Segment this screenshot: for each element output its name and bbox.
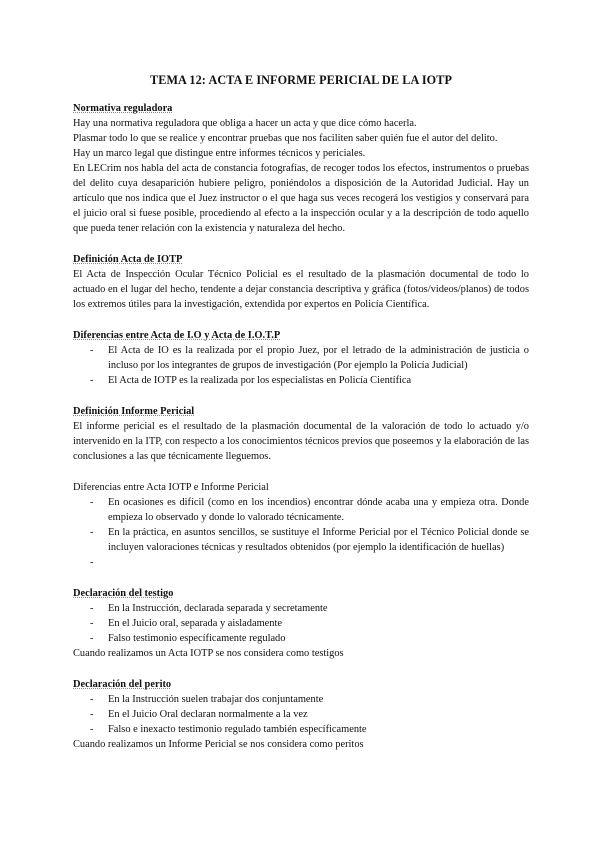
section-heading: Diferencias entre Acta de I.O y Acta de I.O.T.P xyxy=(73,330,281,341)
bullet-dash: - xyxy=(90,497,94,508)
document-page xyxy=(73,73,529,768)
bullet-dash: - xyxy=(90,633,94,644)
bullet-dash: - xyxy=(90,557,94,568)
bullet-dash: - xyxy=(90,694,94,705)
list-item-text: Falso e inexacto testimonio regulado también específicamente xyxy=(108,724,367,735)
bullet-dash: - xyxy=(90,618,94,629)
bullet-list xyxy=(73,495,529,570)
section-definicion-informe xyxy=(73,404,529,464)
list-item-text: En ocasiones es difícil (como en los incendios) encontrar dónde acaba una y empieza otra. Donde empieza lo observado y donde lo valorado técnicamente. xyxy=(108,497,529,523)
list-item-text xyxy=(108,557,111,568)
section-testigo xyxy=(73,586,529,661)
list-item xyxy=(73,616,529,631)
section-definicion-acta xyxy=(73,252,529,312)
bullet-dash: - xyxy=(90,603,94,614)
list-item xyxy=(73,373,529,388)
paragraph: El Acta de Inspección Ocular Técnico Policial es el resultado de la plasmación documental de todo lo actuado en el lugar del hecho, tendente a dejar constancia descriptiva y gráfica (fotos/videos/planos) de todos los extremos útiles para la investigación, extendida por expertos en Policía Científica. xyxy=(73,269,529,310)
list-item xyxy=(73,601,529,616)
list-item-text: El Acta de IOTP es la realizada por los especialistas en Policía Científica xyxy=(108,375,412,386)
paragraph: En LECrim nos habla del acta de constancia fotografías, de recoger todos los efectos, instrumentos o pruebas del delito cuya desaparición hubiere peligro, poniéndolos a disposición de la Autoridad Judicial. Hay un artículo que nos indica que el Juez instructor o el que haga sus veces recogerá los vestigios y conservará para el juicio oral si fuese posible, procediendo al efecto a la inspección ocular y a la descripción de todo aquello que pueda tener relación con la existencia y naturaleza del hecho. xyxy=(73,163,529,234)
section-heading: Normativa reguladora xyxy=(73,103,173,114)
bullet-dash: - xyxy=(90,527,94,538)
bullet-list xyxy=(73,601,529,646)
list-item-text: En la Instrucción, declarada separada y secretamente xyxy=(108,603,328,614)
bullet-dash: - xyxy=(90,375,94,386)
bullet-list xyxy=(73,343,529,388)
paragraph: Cuando realizamos un Acta IOTP se nos considera como testigos xyxy=(73,648,344,659)
list-item xyxy=(73,631,529,646)
paragraph: Hay un marco legal que distingue entre informes técnicos y periciales. xyxy=(73,148,366,159)
list-item-text: Falso testimonio específicamente regulado xyxy=(108,633,286,644)
list-item xyxy=(73,525,529,555)
paragraph: Hay una normativa reguladora que obliga a hacer un acta y que dice cómo hacerla. xyxy=(73,118,417,129)
bullet-list xyxy=(73,692,529,737)
section-normativa xyxy=(73,101,529,236)
list-item-text: En el Juicio Oral declaran normalmente a la vez xyxy=(108,709,308,720)
section-heading: Declaración del testigo xyxy=(73,588,174,599)
list-item-text: En la Instrucción suelen trabajar dos conjuntamente xyxy=(108,694,324,705)
section-heading: Definición Acta de IOTP xyxy=(73,254,183,265)
paragraph: Plasmar todo lo que se realice y encontrar pruebas que nos faciliten saber quién fue el autor del delito. xyxy=(73,133,498,144)
paragraph: El informe pericial es el resultado de la plasmación documental de la valoración de todo lo actuado y/o intervenido en la ITP, con respecto a los conocimientos técnicos previos que poseemos y la elaboración de las conclusiones a las que técnicamente lleguemos. xyxy=(73,421,529,462)
bullet-dash: - xyxy=(90,709,94,720)
list-item xyxy=(73,707,529,722)
list-item-text: En el Juicio oral, separada y aisladamente xyxy=(108,618,282,629)
list-item xyxy=(73,495,529,525)
list-item xyxy=(73,343,529,373)
list-item-text: El Acta de IO es la realizada por el propio Juez, por el letrado de la administración de justicia o incluso por los integrantes de grupos de investigación (Por ejemplo la Policía Judicial) xyxy=(108,345,529,371)
section-subheading: Diferencias entre Acta IOTP e Informe Pericial xyxy=(73,482,269,493)
list-item xyxy=(73,692,529,707)
section-diferencias-acta-informe xyxy=(73,480,529,570)
section-perito xyxy=(73,677,529,752)
list-item-text: En la práctica, en asuntos sencillos, se sustituye el Informe Pericial por el Técnico Policial donde se incluyen valoraciones técnicas y resultados obtenidos (por ejemplo la identificación de huellas) xyxy=(108,527,529,553)
list-item xyxy=(73,722,529,737)
document-title: TEMA 12: ACTA E INFORME PERICIAL DE LA IOTP xyxy=(149,73,453,87)
section-heading: Definición Informe Pericial xyxy=(73,406,195,417)
section-heading: Declaración del perito xyxy=(73,679,172,690)
bullet-dash: - xyxy=(90,345,94,356)
list-item xyxy=(73,555,529,570)
paragraph: Cuando realizamos un Informe Pericial se nos considera como peritos xyxy=(73,739,364,750)
bullet-dash: - xyxy=(90,724,94,735)
section-diferencias-actas xyxy=(73,328,529,388)
